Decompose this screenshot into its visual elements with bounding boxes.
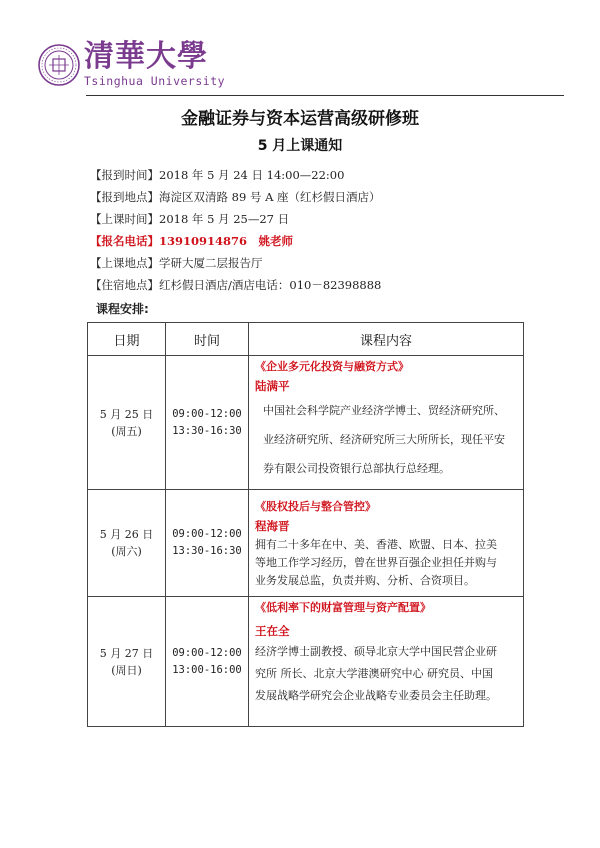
- info-label: 【报到时间】: [90, 168, 159, 182]
- lecturer-bio-line: 业经济研究所、经济研究所三大所所长，现任平安: [263, 433, 505, 446]
- tsinghua-seal-icon: [38, 44, 80, 86]
- lecturer-name: 陆满平: [255, 379, 290, 393]
- lecturer-bio-line: 究所 所长、北京大学港澳研究中心 研究员、中国: [255, 667, 493, 680]
- column-header-content: 课程内容: [249, 323, 524, 356]
- logo-chinese-name: 清華大學: [84, 39, 208, 74]
- content-cell: [249, 597, 524, 727]
- lecturer-bio-line: 拥有二十多年在中、美、香港、欧盟、日本、拉美: [255, 538, 497, 551]
- column-header-date: 日期: [88, 323, 166, 356]
- time-cell: [166, 356, 249, 490]
- schedule-table: [87, 322, 524, 727]
- date: 5 月 27 日: [99, 646, 154, 660]
- time-cell: [166, 490, 249, 597]
- page-title: 金融证券与资本运营高级研修班: [181, 109, 419, 129]
- info-row-class-place: [90, 252, 381, 274]
- header-divider: [86, 95, 564, 96]
- lecturer-bio-line: 业务发展总监，负责并购、分析、合资项目。: [255, 574, 475, 587]
- table-header-row: [88, 323, 524, 356]
- info-row-checkin-place: [90, 186, 381, 208]
- lecturer-bio-line: 发展战略学研究会企业战略专业委员会主任助理。: [255, 689, 497, 702]
- table-row: [88, 490, 524, 597]
- date-cell: [88, 490, 166, 597]
- date-cell: [88, 597, 166, 727]
- time-afternoon: 13:30-16:30: [172, 545, 242, 557]
- info-row-checkin-time: [90, 164, 381, 186]
- lecturer-bio-line: 券有限公司投资银行总部执行总经理。: [263, 462, 450, 475]
- date: 5 月 26 日: [99, 528, 154, 541]
- info-label: 【上课地点】: [90, 256, 159, 270]
- weekday: (周六): [111, 545, 142, 558]
- info-label: 【报到地点】: [90, 190, 159, 204]
- info-value: 13910914876 姚老师: [159, 234, 294, 248]
- table-row: [88, 356, 524, 490]
- logo-english-name: Tsinghua University: [84, 74, 226, 88]
- weekday: (周日): [111, 663, 142, 677]
- date-cell: [88, 356, 166, 490]
- table-row: [88, 597, 524, 727]
- time-morning: 09:00-12:00: [172, 646, 242, 659]
- time-morning: 09:00-12:00: [172, 528, 242, 540]
- column-header-time: 时间: [166, 323, 249, 356]
- info-value: 学研大厦二层报告厅: [159, 256, 263, 270]
- lecturer-name: 王在全: [255, 624, 290, 638]
- course-title: 《企业多元化投资与融资方式》: [255, 360, 409, 373]
- course-title: 《低利率下的财富管理与资产配置》: [255, 601, 431, 614]
- lecturer-bio-line: 中国社会科学院产业经济学博士、贸经济研究所、: [263, 404, 505, 417]
- content-cell: [249, 490, 524, 597]
- time-cell: [166, 597, 249, 727]
- info-list: [90, 164, 381, 296]
- info-value: 2018 年 5 月 25—27 日: [159, 212, 290, 226]
- schedule-label: 课程安排:: [96, 302, 149, 316]
- lecturer-bio-line: 等地工作学习经历，曾在世界百强企业担任并购与: [255, 556, 497, 569]
- course-title: 《股权投后与整合管控》: [255, 500, 376, 513]
- time-afternoon: 13:30-16:30: [172, 424, 242, 437]
- info-row-phone: [90, 230, 381, 252]
- info-label: 【住宿地点】: [90, 278, 159, 292]
- info-value: 海淀区双清路 89 号 A 座（红杉假日酒店）: [159, 190, 381, 204]
- date: 5 月 25 日: [99, 407, 154, 421]
- info-label: 【上课时间】: [90, 212, 159, 226]
- lecturer-bio-line: 经济学博士副教授、硕导北京大学中国民营企业研: [255, 645, 497, 658]
- content-cell: [249, 356, 524, 490]
- lecturer-name: 程海晋: [255, 519, 290, 533]
- info-row-lodging: [90, 274, 381, 296]
- page-subtitle: 5 月上课通知: [257, 138, 343, 154]
- time-afternoon: 13:00-16:00: [172, 663, 242, 676]
- info-row-class-time: [90, 208, 381, 230]
- info-label: 【报名电话】: [90, 234, 159, 248]
- info-value: 2018 年 5 月 24 日 14:00—22:00: [159, 168, 345, 182]
- time-morning: 09:00-12:00: [172, 407, 242, 420]
- info-value: 红杉假日酒店/酒店电话：010－82398888: [159, 278, 382, 292]
- weekday: (周五): [111, 424, 142, 438]
